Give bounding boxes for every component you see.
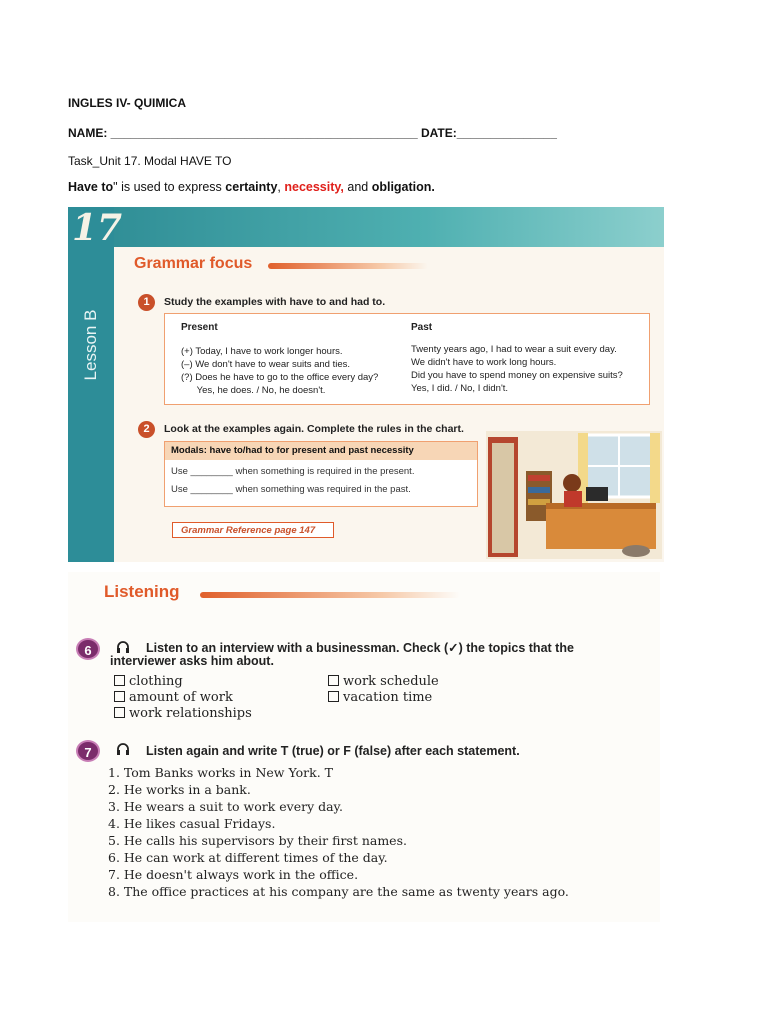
statement-item: 7. He doesn't always work in the office. bbox=[108, 867, 359, 882]
grammar-focus-page bbox=[68, 207, 664, 562]
intro-obligation: obligation. bbox=[371, 180, 435, 194]
topic-label: amount of work bbox=[129, 690, 233, 705]
topic-label: clothing bbox=[129, 674, 183, 689]
topic-checkbox[interactable] bbox=[114, 690, 233, 705]
grammar-reference-link: Grammar Reference page 147 bbox=[172, 522, 334, 538]
topic-checkbox[interactable] bbox=[328, 674, 439, 689]
exercise-2-instruction: Look at the examples again. Complete the rules in the chart. bbox=[164, 423, 464, 435]
headphones-icon bbox=[116, 640, 130, 654]
intro-text-1: " is used to express bbox=[113, 180, 226, 194]
past-heading: Past bbox=[411, 322, 433, 333]
statement-item: 1. Tom Banks works in New York. T bbox=[108, 765, 333, 780]
intro-certainty: certainty bbox=[225, 180, 278, 194]
exercise-7-number: 7 bbox=[76, 740, 100, 762]
topic-checkbox[interactable] bbox=[114, 706, 252, 721]
listening-title: Listening bbox=[104, 582, 180, 601]
headphones-icon bbox=[116, 742, 130, 756]
intro-sentence bbox=[68, 180, 435, 194]
intro-have-to: Have to bbox=[68, 180, 114, 194]
listening-title-bar bbox=[200, 592, 460, 598]
top-band bbox=[68, 207, 664, 247]
rule-past: Use ________ when something was required in the past. bbox=[171, 484, 411, 495]
office-illustration bbox=[486, 431, 662, 559]
statement-item: 2. He works in a bank. bbox=[108, 782, 251, 797]
course-title: INGLES IV- QUIMICA bbox=[68, 96, 187, 110]
rule-present: Use ________ when something is required in the present. bbox=[171, 466, 415, 477]
past-line: Twenty years ago, I had to wear a suit every day. bbox=[411, 344, 617, 355]
checkbox-icon bbox=[328, 675, 339, 686]
intro-text-3: and bbox=[343, 180, 372, 194]
lesson-text: Lesson B bbox=[81, 309, 100, 381]
past-line: Did you have to spend money on expensive suits? bbox=[411, 370, 623, 381]
topic-label: work schedule bbox=[343, 674, 439, 689]
statement-item: 5. He calls his supervisors by their first names. bbox=[108, 833, 407, 848]
checkbox-icon bbox=[328, 691, 339, 702]
exercise-6-number: 6 bbox=[76, 638, 100, 660]
statement-item: 6. He can work at different times of the day. bbox=[108, 850, 388, 865]
rules-chart bbox=[164, 441, 478, 507]
present-line: (+) Today, I have to work longer hours. bbox=[181, 346, 343, 357]
unit-number: 17 bbox=[72, 207, 123, 249]
exercise-1-number: 1 bbox=[138, 294, 155, 311]
statement-item: 8. The office practices at his company are the same as twenty years ago. bbox=[108, 884, 569, 899]
task-title: Task_Unit 17. Modal HAVE TO bbox=[68, 154, 232, 168]
exercise-6-instruction-line-2: interviewer asks him about. bbox=[110, 654, 274, 668]
past-line: We didn't have to work long hours. bbox=[411, 357, 557, 368]
lesson-label bbox=[79, 297, 103, 397]
intro-necessity: necessity, bbox=[284, 180, 344, 194]
intro-text-2: , bbox=[277, 180, 285, 194]
exercise-6-instruction-line-1: Listen to an interview with a businessman. Check (✓) the topics that the bbox=[146, 641, 574, 655]
exercise-7-instruction: Listen again and write T (true) or F (false) after each statement. bbox=[146, 744, 520, 758]
statement-item: 4. He likes casual Fridays. bbox=[108, 816, 276, 831]
rules-heading: Modals: have to/had to for present and past necessity bbox=[165, 442, 477, 460]
listening-section bbox=[68, 572, 660, 922]
topic-label: vacation time bbox=[343, 690, 433, 705]
exercise-1-instruction: Study the examples with have to and had to. bbox=[164, 296, 386, 308]
checkbox-icon bbox=[114, 691, 125, 702]
name-date-line: NAME: ______________________________________________ DATE:_______________ bbox=[68, 126, 557, 140]
checkbox-icon bbox=[114, 707, 125, 718]
examples-table bbox=[164, 313, 650, 405]
title-underline-bar bbox=[268, 263, 428, 269]
statement-item: 3. He wears a suit to work every day. bbox=[108, 799, 343, 814]
present-line: (?) Does he have to go to the office every day? bbox=[181, 372, 379, 383]
topic-checkbox[interactable] bbox=[114, 674, 183, 689]
present-heading: Present bbox=[181, 322, 218, 333]
topic-label: work relationships bbox=[129, 706, 252, 721]
checkbox-icon bbox=[114, 675, 125, 686]
topic-checkbox[interactable] bbox=[328, 690, 432, 705]
present-line: (–) We don't have to wear suits and ties. bbox=[181, 359, 351, 370]
exercise-2-number: 2 bbox=[138, 421, 155, 438]
present-line: Yes, he does. / No, he doesn't. bbox=[181, 385, 326, 396]
grammar-focus-title: Grammar focus bbox=[134, 255, 253, 272]
past-line: Yes, I did. / No, I didn't. bbox=[411, 383, 509, 394]
